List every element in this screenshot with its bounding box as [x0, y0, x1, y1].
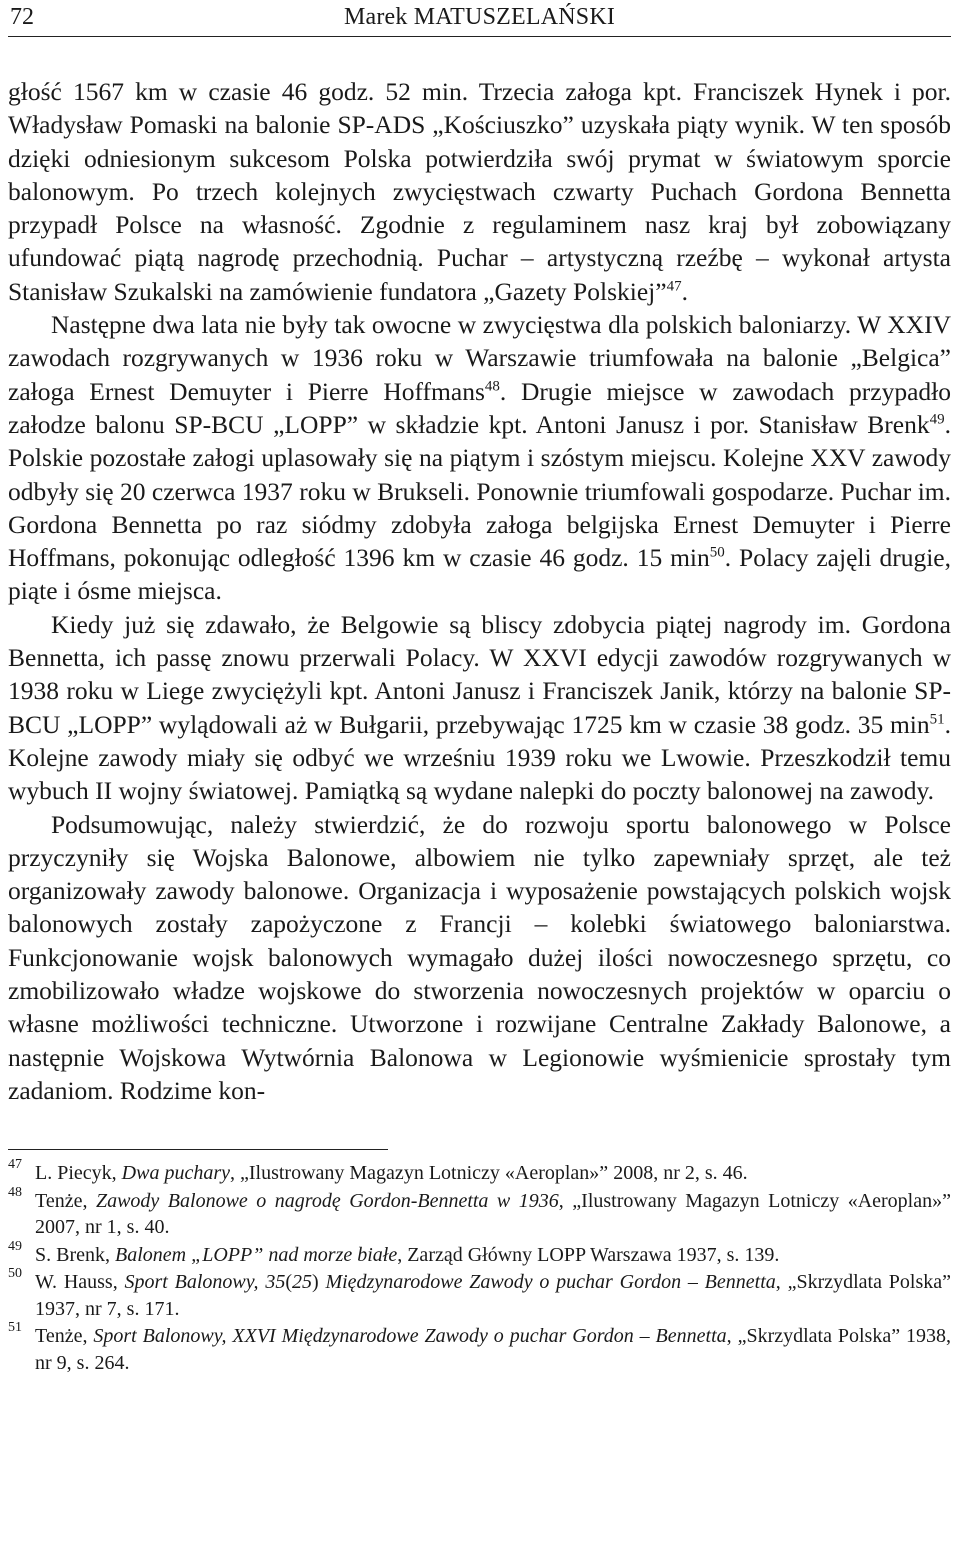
body-text: [8, 75, 951, 1107]
footnote-ref: 48: [484, 378, 500, 395]
italic-run: Sport Balonowy, XXVI Międzynarodowe Zawody o puchar Gordon – Bennetta: [93, 1325, 727, 1348]
footnote-ref: 50: [709, 544, 725, 561]
text-run: L. Piecyk,: [35, 1162, 122, 1185]
text-run: Kiedy już się zdawało, że Belgowie są bliscy zdobycia piątej nagrody im. Gordona Bennetta, ich passę znowu przerwali Polacy. W XXVI edycji zawodów rozgrywanych w 1938 roku w Liege zwyciężyli kpt. Antoni Janusz i Franciszek Janik, którzy na balonie SP-BCU „LOPP” wylądowali aż w Bułgarii, przebywając 1725 km w czasie 38 godz. 35 min: [8, 609, 951, 739]
text-run: Następne dwa lata nie były tak owocne w zwycięstwa dla polskich baloniarzy. W XXIV zawodach rozgrywanych w 1936 roku w Warszawie triumfowała na balonie „Belgica” załoga Ernest Demuyter i Pierre Hoffmans: [8, 310, 951, 406]
text-run: . Polacy zajęli drugie, piąte i ósme miejsca.: [8, 543, 951, 606]
paragraph-p2: [8, 308, 951, 608]
footnote-separator: [8, 1149, 388, 1150]
page-header: [8, 0, 951, 37]
footnote-number: 51: [8, 1320, 22, 1336]
footnote-number: 49: [8, 1238, 22, 1254]
paragraph-p3: [8, 608, 951, 808]
italic-run: Międzynarodowe Zawody o puchar Gordon – Bennetta: [325, 1271, 776, 1294]
text-run: S. Brenk,: [35, 1243, 115, 1266]
footnote-ref: 51: [929, 711, 945, 728]
paragraph-p4: [8, 808, 951, 1108]
italic-run: Zawody Balonowe o nagrodę Gordon-Bennetta w 1936: [95, 1189, 559, 1212]
text-run: . Kolejne zawody miały się odbyć we wrześniu 1939 roku we Lwowie. Przeszkodził temu wybuch II wojny światowej. Pamiątką są wydane nalepki do poczty balonowej na zawody.: [8, 709, 951, 806]
text-run: , „Skrzydlata Polska” 1937, nr 7, s. 171.: [35, 1271, 951, 1320]
footnote-51: [8, 1320, 951, 1376]
footnote-number: 50: [8, 1266, 22, 1282]
text-run: W. Hauss,: [35, 1271, 125, 1294]
italic-run: 25: [292, 1271, 312, 1294]
text-run: Tenże,: [35, 1189, 96, 1212]
running-head: Marek MATUSZELAŃSKI: [343, 4, 616, 30]
text-run: (: [285, 1271, 292, 1294]
footnote-number: 47: [8, 1157, 22, 1173]
footnote-text: [35, 1325, 951, 1374]
footnote-ref: 49: [929, 411, 945, 428]
text-run: . Polskie pozostałe załogi uplasowały się na piątym i szóstym miejscu. Kolejne XXV zawody odbyły się 20 czerwca 1937 roku w Brukseli. Ponownie triumfowali gospodarze. Puchar im. Gordona Bennetta po raz siódmy zdobyła załoga belgijska Ernest Demuyter i Pierre Hoffmans, pokonując odległość 1396 km w czasie 46 godz. 15 min: [8, 409, 951, 573]
text-run: . Drugie miejsce w zawodach przypadło załodze balonu SP-BCU „LOPP” w składzie kpt. Antoni Janusz i por. Stanisław Brenk: [8, 376, 951, 439]
footnote-48: [8, 1184, 951, 1241]
footnote-ref: 47: [666, 278, 682, 295]
footnote-text: [35, 1244, 779, 1266]
paragraph-p1: [8, 75, 951, 308]
footnote-number: 48: [8, 1184, 22, 1200]
italic-run: Sport Balonowy, 35: [124, 1271, 286, 1294]
text-run: ): [312, 1271, 326, 1294]
footnote-49: [8, 1238, 951, 1269]
text-run: głość 1567 km w czasie 46 godz. 52 min. Trzecia załoga kpt. Franciszek Hynek i por. Władysław Pomaski na balonie SP-ADS „Kościuszko” uzyskała piąty wynik. W ten sposób dzięki odniesionym sukcesom Polska potwierdziła swój prymat w światowym sporcie balonowym. Po trzech kolejnych zwycięstwach czwarty Puchach Gordona Bennetta przypadł Polsce na własność. Zgodnie z regulaminem nasz kraj był zobowiązany ufundować piątą nagrodę przechodnią. Puchar – artystyczną rzeźbę – wykonał artysta Stanisław Szukalski na zamówienie fundatora „Gazety Polskiej”: [8, 77, 951, 306]
text-run: , „Skrzydlata Polska” 1938, nr 9, s. 264.: [35, 1325, 951, 1374]
footnote-text: [35, 1162, 748, 1184]
footnotes: [8, 1157, 951, 1376]
footnote-text: [35, 1271, 951, 1320]
italic-run: Dwa puchary: [121, 1162, 230, 1185]
text-run: , „Ilustrowany Magazyn Lotniczy «Aeroplan»” 2007, nr 1, s. 40.: [35, 1189, 951, 1239]
text-run: , Zarząd Główny LOPP Warszawa 1937, s. 139.: [397, 1243, 780, 1266]
footnote-47: [8, 1157, 951, 1187]
italic-run: Balonem „LOPP” nad morze białe: [115, 1243, 398, 1266]
text-run: , „Ilustrowany Magazyn Lotniczy «Aeroplan»” 2008, nr 2, s. 46.: [229, 1162, 748, 1185]
footnote-text: [35, 1190, 951, 1239]
page-number: 72: [10, 4, 34, 30]
footnote-50: [8, 1266, 951, 1322]
text-run: Tenże,: [35, 1325, 94, 1348]
text-run: Podsumowując, należy stwierdzić, że do rozwoju sportu balonowego w Polsce przyczyniły się Wojska Balonowe, albowiem nie tylko zapewniały sprzęt, ale też organizowały zawody balonowe. Organizacja i wyposażenie powstających polskich wojsk balonowych zostały zapożyczone z Francji – kolebki światowego baloniarstwa. Funkcjonowanie wojsk balonowych wymagało dużej ilości nowoczesnego sprzętu, co zmobilizowało władze wojskowe do stworzenia nowoczesnych projektów w oparciu o własne możliwości techniczne. Utworzone i rozwijane Centralne Zakłady Balonowe, a następnie Wojskowa Wytwórnia Balonowa w Legionowie wyśmienicie sprostały tym zadaniom. Rodzime kon-: [8, 809, 951, 1105]
text-run: .: [681, 276, 688, 306]
